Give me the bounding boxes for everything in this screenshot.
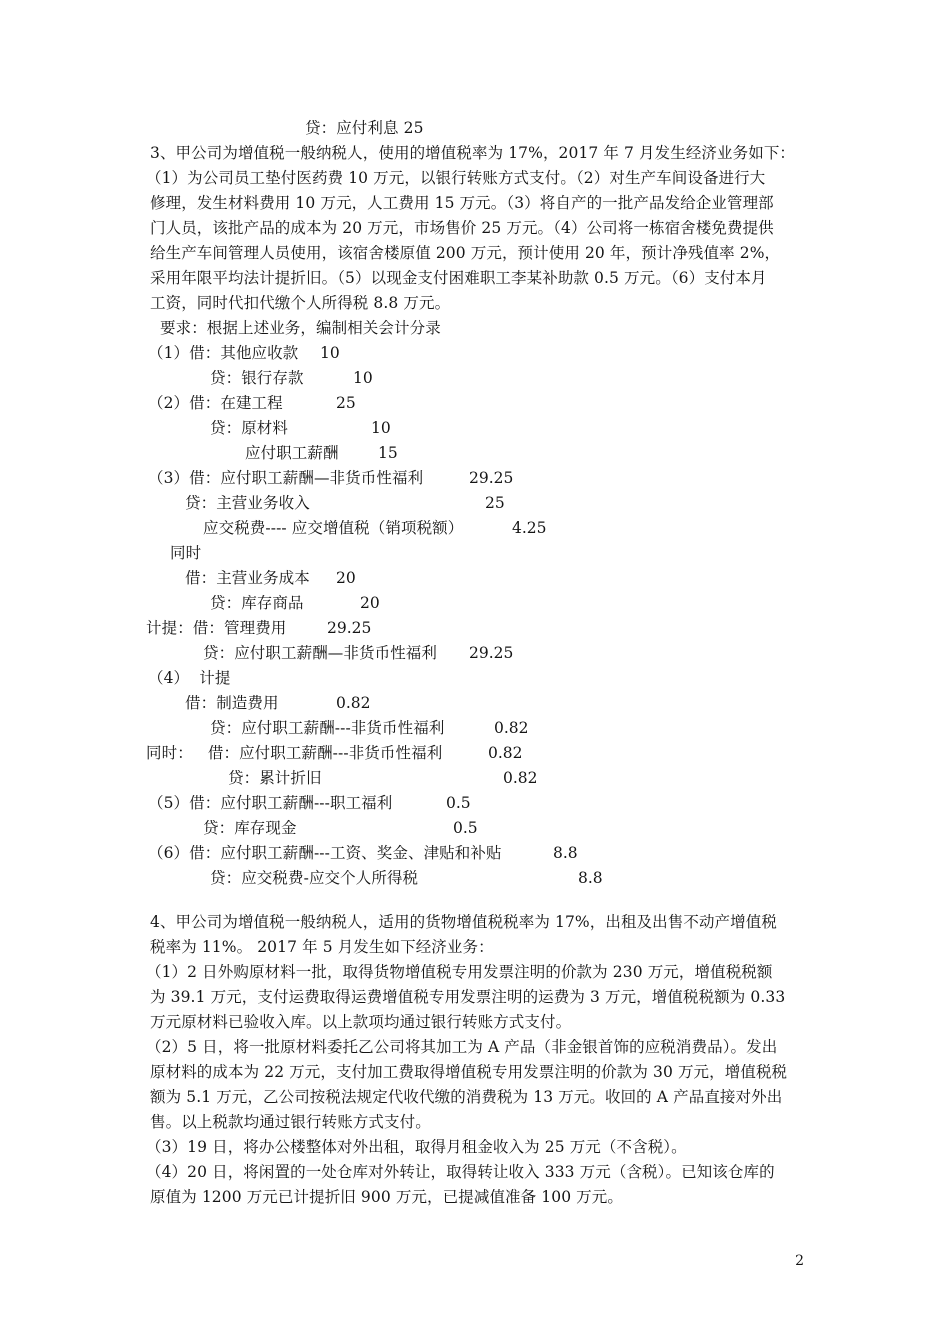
entry-amount: 10 <box>320 344 340 362</box>
q4-item-line: 原材料的成本为 22 万元，支付加工费取得增值税专用发票注明的价款为 30 万元，增值税税 <box>150 1063 788 1081</box>
entry-amount: 20 <box>336 569 356 587</box>
entry-line: 贷：主营业务收入 <box>185 494 310 512</box>
q3-intro-line: 3、甲公司为增值税一般纳税人，使用的增值税率为 17%，2017 年 7 月发生经济业务如下： <box>150 144 796 162</box>
entry-line: 贷：累计折旧 <box>228 769 322 787</box>
entry-line: 同时： 借：应付职工薪酬---非货币性福利 <box>146 744 443 762</box>
entry-amount: 0.82 <box>336 694 371 712</box>
entry-line: （6）借：应付职工薪酬---工资、奖金、津贴和补贴 <box>148 844 502 862</box>
entry-line: 贷：原材料 <box>210 419 289 437</box>
q4-item-line: 原值为 1200 万元已计提折旧 900 万元，已提减值准备 100 万元。 <box>150 1188 623 1206</box>
q3-intro-line: 修理，发生材料费用 10 万元，人工费用 15 万元。（3）将自产的一批产品发给企业管理部 <box>150 194 774 212</box>
entry-line: 贷：应交税费-应交个人所得税 <box>210 869 419 887</box>
entry-amount: 0.82 <box>494 719 529 737</box>
q4-intro-line: 税率为 11%。 2017 年 5 月发生如下经济业务： <box>150 938 494 956</box>
q3-intro-line: 采用年限平均法计提折旧。（5）以现金支付困难职工李某补助款 0.5 万元。（6）支付本月 <box>150 269 767 287</box>
q3-intro-line: 给生产车间管理人员使用，该宿舍楼原值 200 万元，预计使用 20 年，预计净残值率 2%， <box>150 244 781 262</box>
entry-line: 借：主营业务成本 <box>185 569 310 587</box>
q4-item-line: 为 39.1 万元，支付运费取得运费增值税专用发票注明的运费为 3 万元，增值税税额为 0.33 <box>150 988 786 1006</box>
entry-line: 贷：应付职工薪酬—非货币性福利 <box>203 644 438 662</box>
entry-amount: 29.25 <box>469 469 514 487</box>
entry-line: 计提：借：管理费用 <box>146 619 287 637</box>
q4-item-line: 额为 5.1 万元，乙公司按税法规定代收代缴的消费税为 13 万元。收回的 A 产品直接对外出 <box>150 1088 783 1106</box>
entry-line: 贷：应付职工薪酬---非货币性福利 <box>210 719 445 737</box>
q4-item-line: （2）5 日，将一批原材料委托乙公司将其加工为 A 产品（非金银首饰的应税消费品）。发出 <box>146 1038 778 1056</box>
q4-intro-line: 4、甲公司为增值税一般纳税人，适用的货物增值税税率为 17%，出租及出售不动产增值税 <box>150 913 777 931</box>
q3-requirement: 要求：根据上述业务，编制相关会计分录 <box>160 319 441 337</box>
entry-amount: 25 <box>485 494 505 512</box>
entry-line: 贷：银行存款 <box>210 369 304 387</box>
entry-line: 贷：库存商品 <box>210 594 304 612</box>
entry-amount: 8.8 <box>553 844 578 862</box>
entry-line: 应交税费---- 应交增值税（销项税额） <box>203 519 464 537</box>
entry-amount: 0.5 <box>446 794 471 812</box>
prev-credit-line: 贷：应付利息 25 <box>305 119 424 137</box>
q3-intro-line: 门人员，该批产品的成本为 20 万元，市场售价 25 万元。（4）公司将一栋宿舍楼免费提供 <box>150 219 774 237</box>
entry-line: 同时 <box>170 544 202 562</box>
entry-amount: 25 <box>336 394 356 412</box>
entry-amount: 10 <box>353 369 373 387</box>
q3-intro-line: 工资，同时代扣代缴个人所得税 8.8 万元。 <box>150 294 451 312</box>
q4-item-line: （4）20 日，将闲置的一处仓库对外转让，取得转让收入 333 万元（含税）。已知该仓库的 <box>146 1163 775 1181</box>
entry-amount: 0.82 <box>503 769 538 787</box>
entry-amount: 29.25 <box>469 644 514 662</box>
entry-amount: 8.8 <box>578 869 603 887</box>
entry-line: 借：制造费用 <box>185 694 279 712</box>
entry-amount: 0.82 <box>488 744 523 762</box>
entry-amount: 29.25 <box>327 619 372 637</box>
entry-amount: 20 <box>360 594 380 612</box>
entry-line: （2）借：在建工程 <box>148 394 283 412</box>
entry-amount: 10 <box>371 419 391 437</box>
entry-amount: 4.25 <box>512 519 547 537</box>
q4-item-line: （3）19 日，将办公楼整体对外出租，取得月租金收入为 25 万元（不含税）。 <box>146 1138 687 1156</box>
page-number: 2 <box>795 1253 804 1269</box>
entry-amount: 0.5 <box>453 819 478 837</box>
entry-line: 应付职工薪酬 <box>245 444 339 462</box>
entry-line: （5）借：应付职工薪酬---职工福利 <box>148 794 393 812</box>
entry-line: （1）借：其他应收款 <box>148 344 299 362</box>
q4-item-line: （1）2 日外购原材料一批，取得货物增值税专用发票注明的价款为 230 万元，增值税税额 <box>146 963 773 981</box>
q4-item-line: 售。以上税款均通过银行转账方式支付。 <box>150 1113 431 1131</box>
entry-amount: 15 <box>378 444 398 462</box>
entry-line: （4） 计提 <box>148 669 231 687</box>
q3-intro-line: （1）为公司员工垫付医药费 10 万元，以银行转账方式支付。（2）对生产车间设备进行大 <box>146 169 766 187</box>
entry-line: （3）借：应付职工薪酬—非货币性福利 <box>148 469 424 487</box>
entry-line: 贷：库存现金 <box>203 819 297 837</box>
q4-item-line: 万元原材料已验收入库。以上款项均通过银行转账方式支付。 <box>150 1013 572 1031</box>
